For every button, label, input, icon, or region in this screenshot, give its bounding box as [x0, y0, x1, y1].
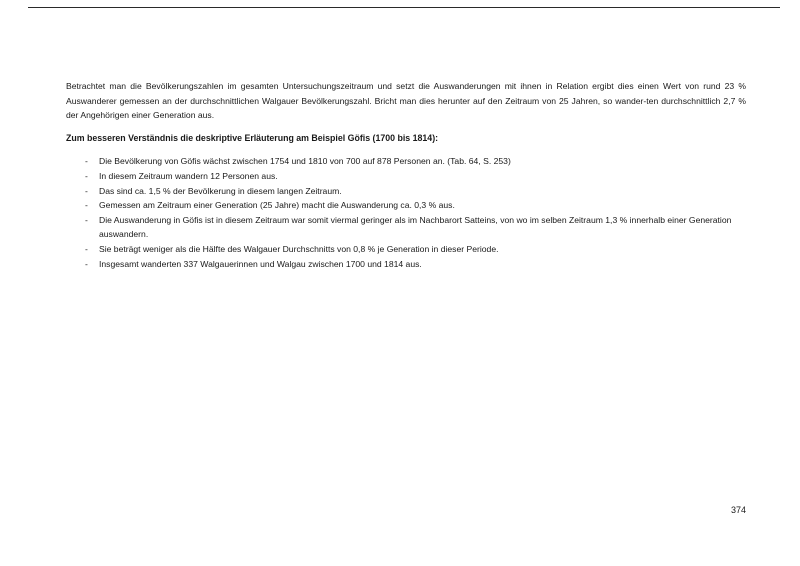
- bullet-dash: -: [85, 156, 88, 167]
- list-item: [66, 213, 746, 242]
- page-body: [66, 79, 746, 271]
- list-item: [66, 169, 746, 184]
- bullet-dash: -: [85, 258, 88, 269]
- bullet-dash: -: [85, 170, 88, 181]
- list-item-text: Das sind ca. 1,5 % der Bevölkerung in diesem langen Zeitraum.: [99, 185, 342, 196]
- bullet-dash: -: [85, 214, 88, 225]
- section-heading: Zum besseren Verständnis die deskriptive Erläuterung am Beispiel Göfis (1700 bis 1814):: [66, 132, 439, 143]
- top-rule: [28, 7, 780, 8]
- list-item-text: Die Auswanderung in Göfis ist in diesem Zeitraum war somit viermal geringer als im Nachbarort Satteins, von wo im selben Zeitraum 1,3 % innerhalb einer Generation auswandern.: [99, 214, 732, 240]
- list-item-text: Gemessen am Zeitraum einer Generation (25 Jahre) macht die Auswanderung ca. 0,3 % aus.: [99, 200, 455, 211]
- list-item-text: Insgesamt wanderten 337 Walgauerinnen und Walgau zwischen 1700 und 1814 aus.: [99, 258, 422, 269]
- list-item-text: In diesem Zeitraum wandern 12 Personen aus.: [99, 170, 278, 181]
- list-item: [66, 242, 746, 257]
- list-item: [66, 154, 746, 169]
- list-item-text: Sie beträgt weniger als die Hälfte des Walgauer Durchschnitts von 0,8 % je Generation in dieser Periode.: [99, 243, 499, 254]
- list-item-text: Die Bevölkerung von Göfis wächst zwischen 1754 und 1810 von 700 auf 878 Personen an. (Tab. 64, S. 253): [99, 156, 511, 167]
- bullet-dash: -: [85, 200, 88, 211]
- list-item: [66, 257, 746, 272]
- intro-paragraph: Betrachtet man die Bevölkerungszahlen im gesamten Untersuchungszeitraum und setzt die Auswanderungen mit ihnen in Relation ergibt dies einen Wert von rund 23 % Auswanderer gemessen an der durchschnittlichen Walgauer Bevölkerungszahl. Bricht man dies herunter auf den Zeitraum von 25 Jahren, so wander-ten durchschnittlich 2,7 % der Angehörigen einer Generation aus.: [66, 81, 746, 121]
- list-item: [66, 198, 746, 213]
- bullet-dash: -: [85, 185, 88, 196]
- bullet-list: [66, 154, 746, 271]
- bullet-dash: -: [85, 243, 88, 254]
- page-number: 374: [730, 505, 746, 515]
- list-item: [66, 184, 746, 199]
